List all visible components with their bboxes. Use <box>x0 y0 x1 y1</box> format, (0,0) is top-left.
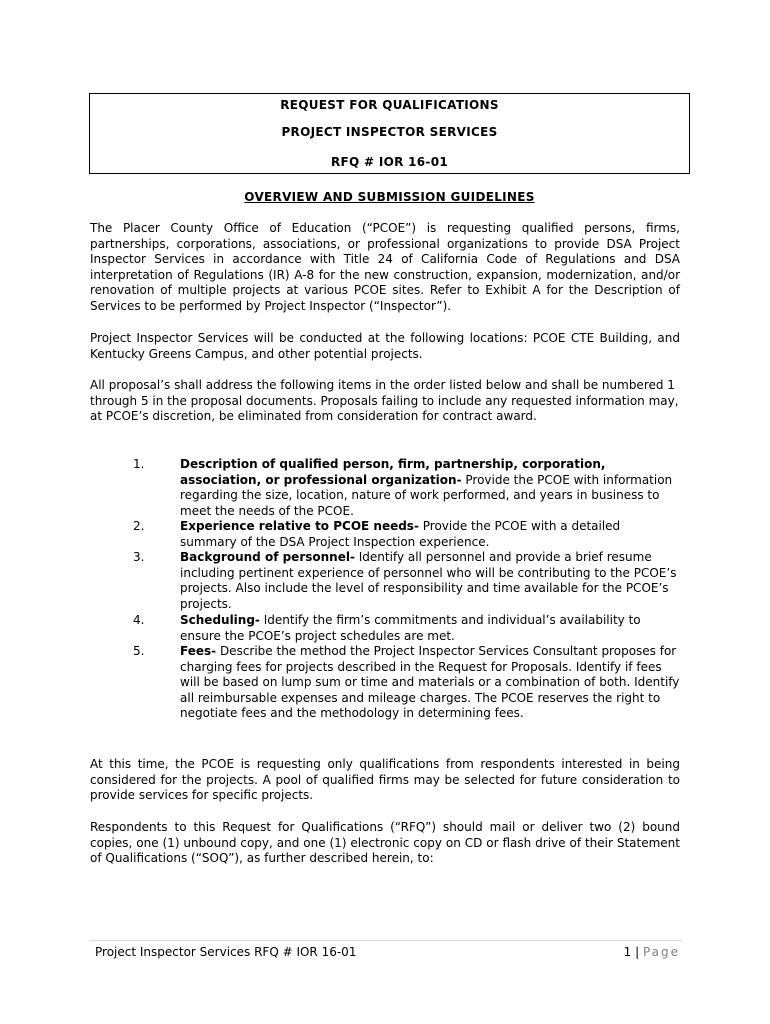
qualifications-paragraph: At this time, the PCOE is requesting only qualifications from respondents interested in being considered for the projects. A pool of qualified firms may be selected for future consideration to provide services for specific projects. <box>90 757 680 802</box>
overview-heading: OVERVIEW AND SUBMISSION GUIDELINES <box>244 190 535 204</box>
title-line-2: PROJECT INSPECTOR SERVICES <box>281 125 498 139</box>
list-item-number: 3. <box>133 550 145 564</box>
page-label: Page <box>642 945 680 959</box>
list-item-text: Provide the PCOE with information regarding the size, location, nature of work performed, and years in business to meet the needs of the PCOE. <box>180 472 673 518</box>
proposals-paragraph: All proposal’s shall address the following items in the order listed below and shall be numbered 1 through 5 in the proposal documents. Proposals failing to include any requested information may, at PCOE’s discretion, be eliminated from consideration for contract award. <box>90 378 679 423</box>
list-item-title: Scheduling- <box>180 613 260 627</box>
title-line-1: REQUEST FOR QUALIFICATIONS <box>280 98 499 112</box>
locations-paragraph: Project Inspector Services will be conducted at the following locations: PCOE CTE Building, and Kentucky Greens Campus, and other potential projects. <box>90 331 680 361</box>
list-item <box>180 613 680 644</box>
list-item-title: Experience relative to PCOE needs- <box>180 519 419 533</box>
list-item-text: Identify all personnel and provide a brief resume including pertinent experience of personnel who will be contributing to the PCOE’s projects. Also include the level of responsibility and time available for the PCOE’s projects. <box>180 550 677 611</box>
footer-divider <box>90 940 682 941</box>
title-box <box>89 93 690 174</box>
title-line-3: RFQ # IOR 16-01 <box>330 155 448 169</box>
list-item <box>180 644 680 722</box>
list-item-text: Identify the firm’s commitments and individual’s availability to ensure the PCOE’s project schedules are met. <box>180 613 641 643</box>
list-item <box>180 550 680 612</box>
list-item-title: Fees- <box>180 644 217 658</box>
footer-document-title: Project Inspector Services RFQ # IOR 16-01 <box>95 945 357 959</box>
list-item-text: Describe the method the Project Inspector Services Consultant proposes for charging fees for projects described in the Request for Proposals. Identify if fees will be based on lump sum or time and materials or a combination of both. Identify all reimbursable expenses and mileage charges. The PCOE reserves the right to negotiate fees and the methodology in determining fees. <box>180 644 680 720</box>
list-item <box>180 457 680 519</box>
list-item-title: Background of personnel- <box>180 550 355 564</box>
page-number: 1 <box>623 945 632 959</box>
list-item-number: 1. <box>133 457 145 471</box>
page-separator: | <box>635 945 640 959</box>
list-item-title: Description of qualified person, firm, partnership, corporation, association, or professional organization- <box>180 457 606 487</box>
footer-page-number <box>624 945 680 959</box>
list-item-number: 5. <box>133 644 145 658</box>
list-item-number: 2. <box>133 519 145 533</box>
list-item-text: Provide the PCOE with a detailed summary of the DSA Project Inspection experience. <box>180 519 621 549</box>
intro-paragraph: The Placer County Office of Education (“PCOE”) is requesting qualified persons, firms, partnerships, corporations, associations, or professional organizations to provide DSA Project Inspector Services in accordance with Title 24 of California Code of Regulations and DSA interpretation of Regulations (IR) A-8 for the new construction, expansion, modernization, and/or renovation of multiple projects at various PCOE sites. Refer to Exhibit A for the Description of Services to be performed by Project Inspector (“Inspector”). <box>90 221 680 313</box>
respondents-paragraph: Respondents to this Request for Qualifications (“RFQ”) should mail or deliver two (2) bound copies, one (1) unbound copy, and one (1) electronic copy on CD or flash drive of their Statement of Qualifications (“SOQ”), as further described herein, to: <box>90 820 680 865</box>
list-item-number: 4. <box>133 613 145 627</box>
list-item <box>180 519 680 550</box>
